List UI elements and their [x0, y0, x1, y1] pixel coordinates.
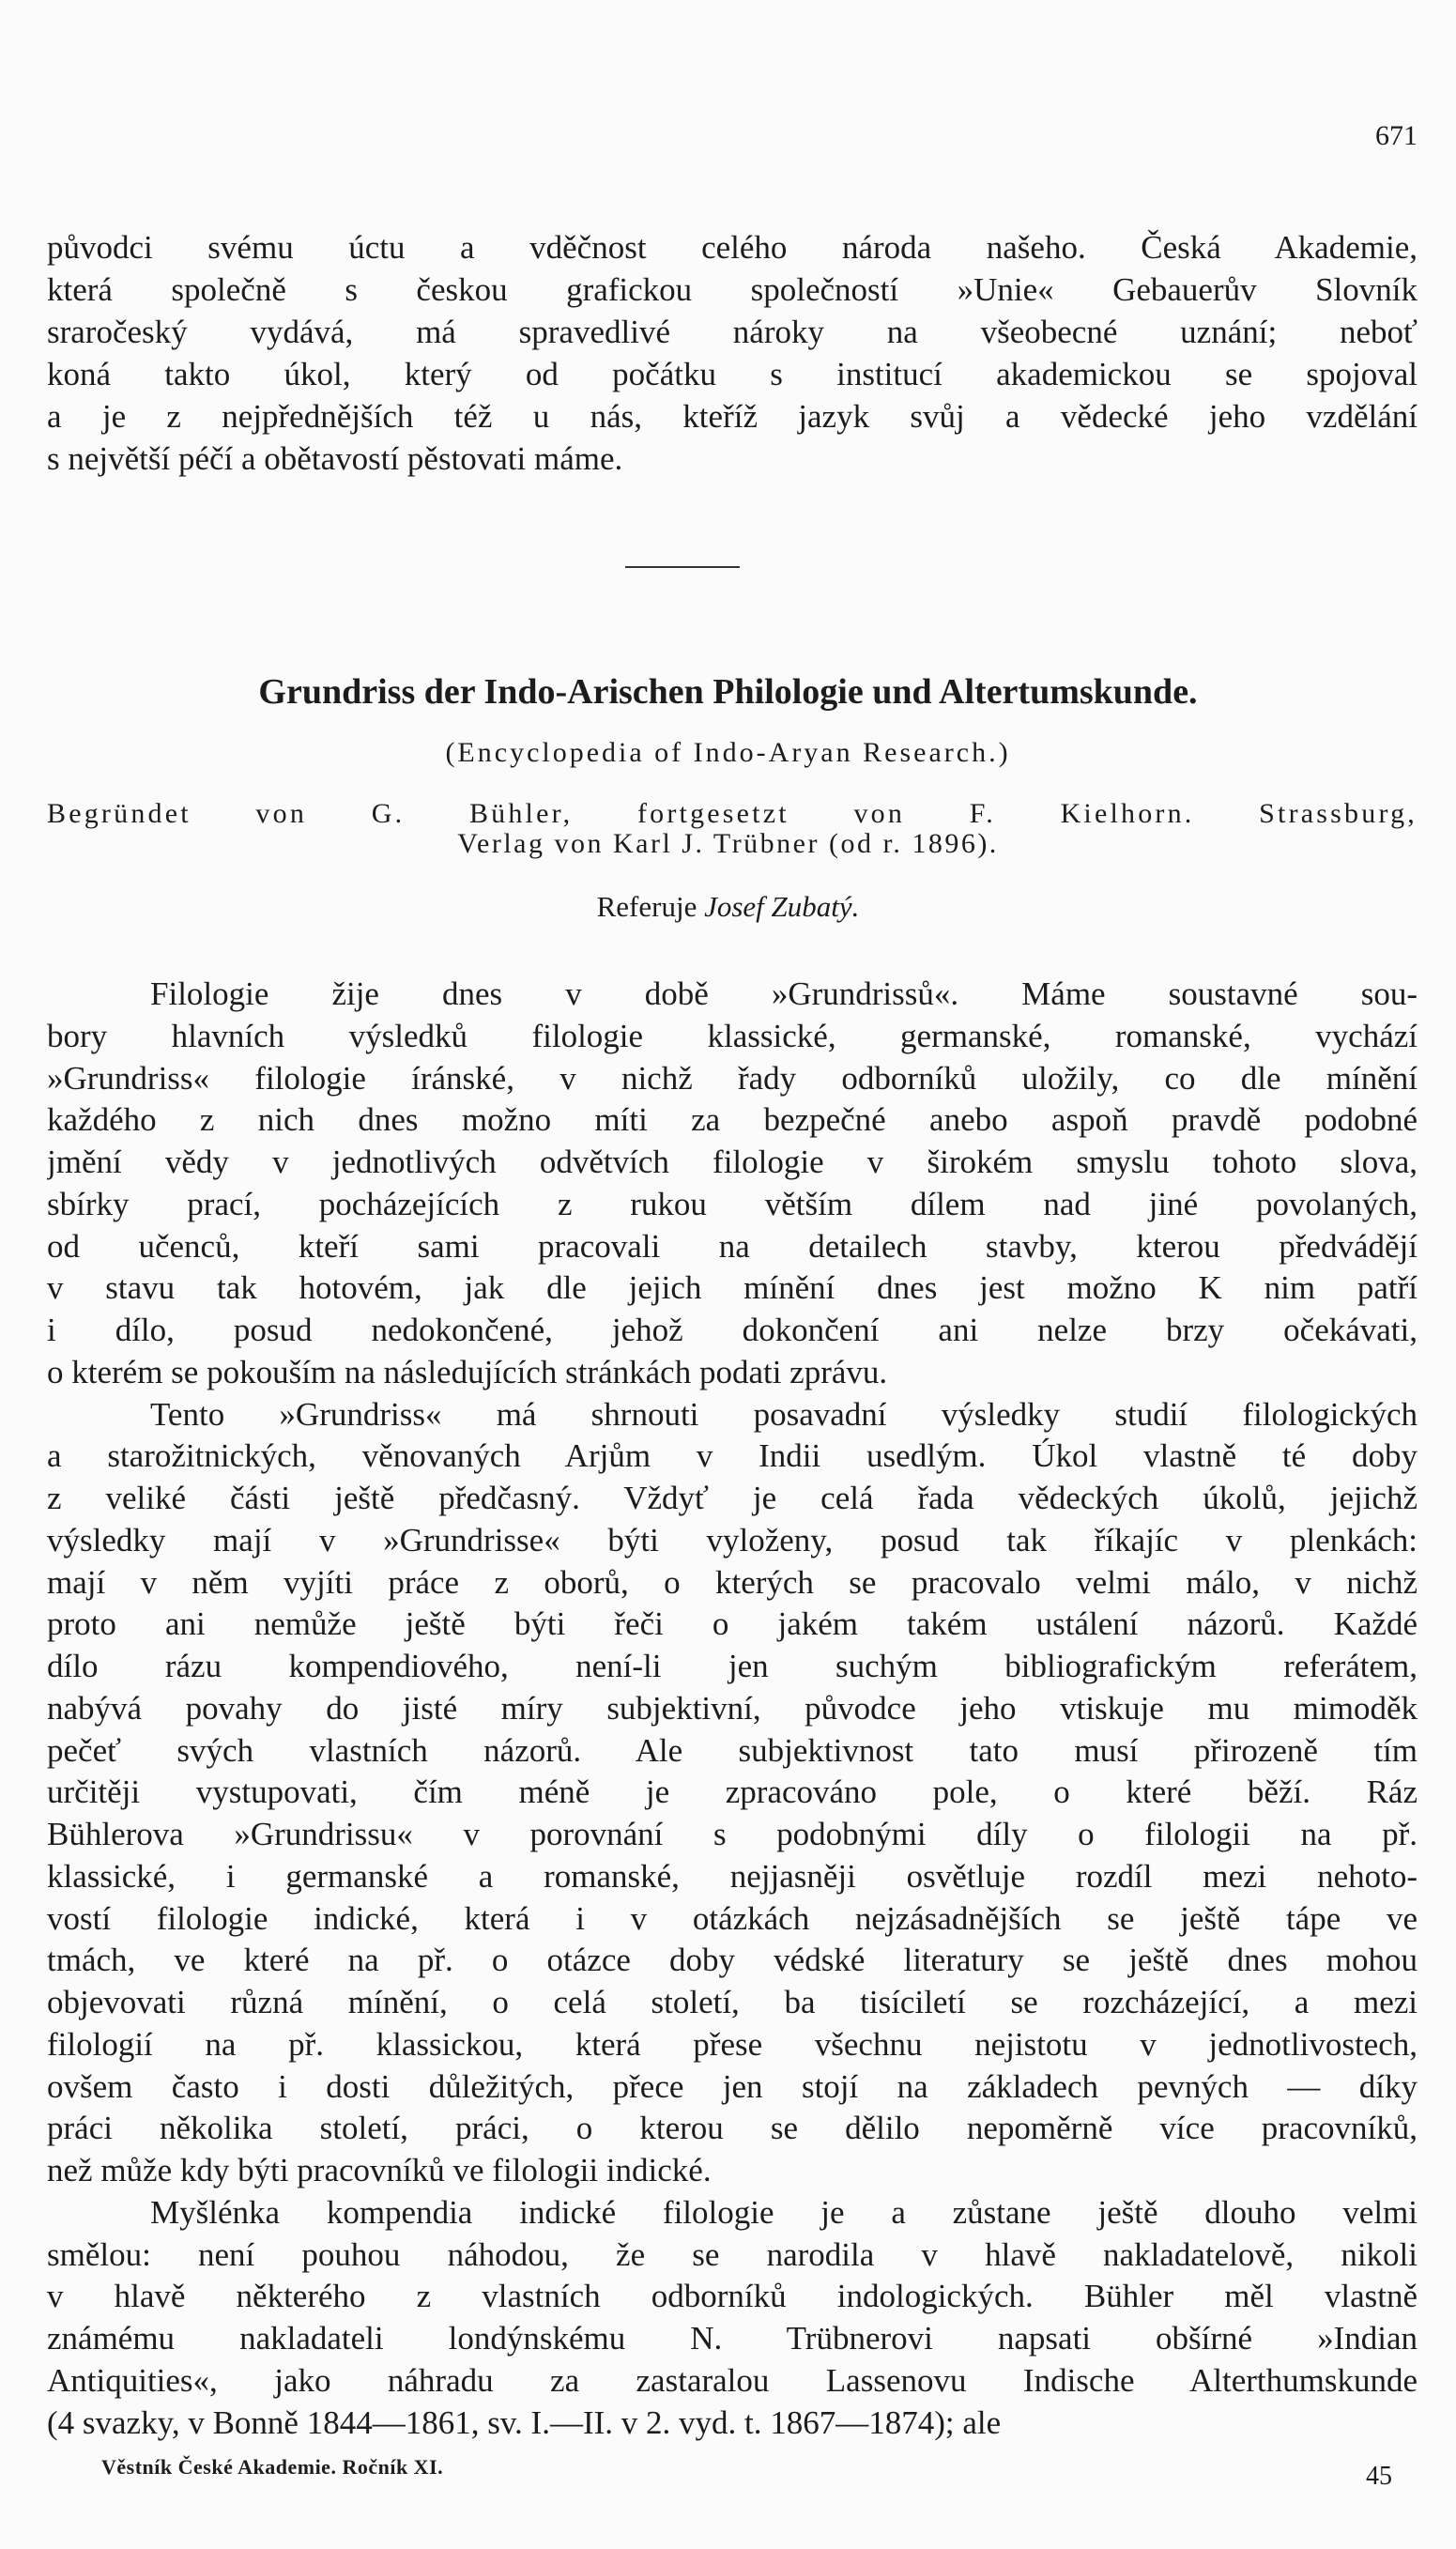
text-line: o kterém se pokouším na následujících stránkách podati zprávu.	[47, 1353, 888, 1390]
text-line: výsledky mají v »Grundrisse« býti vyloženy, posud tak říkajíc v plenkách:	[47, 1521, 1418, 1559]
text-line: původci svému úctu a vděčnost celého národa našeho. Česká Akademie,	[47, 229, 1418, 266]
text-line: filologií na př. klassickou, která přese všechnu nejistotu v jednotlivostech,	[47, 2025, 1418, 2063]
text-line: známému nakladateli londýnskému N. Trübnerovi napsati obšírné »Indian	[47, 2320, 1418, 2357]
text-line: i dílo, posud nedokončené, jehož dokončení ani nelze brzy očekávati,	[47, 1312, 1418, 1348]
text-line: jmění vědy v jednotlivých odvětvích filologie v širokém smyslu tohoto slova,	[47, 1144, 1418, 1180]
text-line: Myšlénka kompendia indické filologie je a zůstane ještě dlouho velmi	[150, 2193, 1418, 2231]
text-line: sraročeský vydává, má spravedlivé nároky na všeobecné uznání; neboť	[47, 314, 1418, 350]
intro-paragraph	[47, 226, 1418, 480]
text-line: (4 svazky, v Bonně 1844—1861, sv. I.—II. v 2. vyd. t. 1867—1874); ale	[47, 2403, 1002, 2441]
review-body	[47, 974, 1418, 2444]
text-line: která společně s českou grafickou společností »Unie« Gebauerův Slovník	[47, 271, 1418, 308]
text-line: a starožitnických, věnovaných Arjům v Indii usedlým. Úkol vlastně té doby	[47, 1437, 1418, 1475]
text-line: a je z nejpřednějších též u nás, kteříž jazyk svůj a vědecké jeho vzdělání	[47, 398, 1418, 435]
text-line: dílo rázu kompendiového, není-li jen suchým bibliografickým referátem,	[47, 1648, 1418, 1684]
text-line: tmách, ve které na př. o otázce doby védské literatury se ještě dnes mohou	[47, 1942, 1418, 1979]
text-line: od učenců, kteří sami pracovali na detailech stavby, kterou předvádějí	[47, 1227, 1418, 1265]
text-line: každého z nich dnes možno míti za bezpečné anebo aspoň pravdě podobné	[47, 1101, 1418, 1139]
text-line: koná takto úkol, který od počátku s institucí akademickou se spojoval	[47, 356, 1418, 392]
text-line: práci několika století, práci, o kterou se dělilo nepoměrně více pracovníků,	[47, 2110, 1418, 2147]
text-line: proto ani nemůže ještě býti řeči o jakém takém ustálení názorů. Každé	[47, 1605, 1418, 1643]
text-line: v stavu tak hotovém, jak dle jejich mínění dnes jest možno K nim patří	[47, 1269, 1418, 1307]
publication-info-line2: Verlag von Karl J. Trübner (od r. 1896).	[457, 828, 999, 859]
section-divider	[625, 566, 740, 568]
text-line: »Grundriss« filologie íránské, v nichž řady odborníků uložily, co dle mínění	[47, 1059, 1418, 1097]
text-line: nabývá povahy do jisté míry subjektivní, původce jeho vtiskuje mu mimoděk	[47, 1689, 1418, 1727]
text-line: bory hlavních výsledků filologie klassické, germanské, romanské, vychází	[47, 1017, 1418, 1054]
page-number: 671	[1375, 120, 1418, 151]
review-title: Grundriss der Indo-Arischen Philologie und Altertumskunde.	[258, 672, 1198, 712]
text-line: Tento »Grundriss« má shrnouti posavadní výsledky studií filologických	[150, 1395, 1418, 1433]
referee-line	[0, 890, 1456, 924]
text-line: vostí filologie indické, která i v otázkách nejzásadnějších se ještě tápe ve	[47, 1899, 1418, 1937]
text-line: objevovati různá mínění, o celá století, ba tisíciletí se rozcházející, a mezi	[47, 1984, 1418, 2020]
text-line: klassické, i germanské a romanské, nejjasněji osvětluje rozdíl mezi nehoto-	[47, 1857, 1418, 1895]
review-subtitle: (Encyclopedia of Indo-Aryan Research.)	[445, 737, 1011, 768]
footer-journal: Věstník České Akademie. Ročník XI.	[101, 2455, 444, 2479]
text-line: Filologie žije dnes v době »Grundrissů«. Máme soustavné sou-	[150, 975, 1418, 1012]
text-line: sbírky prací, pocházejících z rukou větším dílem nad jiné povolaných,	[47, 1185, 1418, 1222]
text-line: určitěji vystupovati, čím méně je zpracováno pole, o které běží. Ráz	[47, 1774, 1418, 1811]
text-line: z veliké části ještě předčasný. Vždyť je celá řada vědeckých úkolů, jejichž	[47, 1480, 1418, 1516]
text-line: v hlavě některého z vlastních odborníků indologických. Bühler měl vlastně	[47, 2278, 1418, 2315]
text-line: Bühlerova »Grundrissu« v porovnání s podobnými díly o filologii na př.	[47, 1816, 1418, 1852]
text-line: pečeť svých vlastních názorů. Ale subjektivnost tato musí přirozeně tím	[47, 1731, 1418, 1769]
referee-label: Referuje	[596, 890, 697, 923]
text-line: s největší péčí a obětavostí pěstovati máme.	[47, 440, 623, 477]
text-line: než může kdy býti pracovníků ve filologii indické.	[47, 2152, 712, 2188]
text-line: ovšem často i dosti důležitých, přece jen stojí na základech pevných — díky	[47, 2067, 1418, 2105]
text-line: Antiquities«, jako náhradu za zastaralou Lassenovu Indische Alterthumskunde	[47, 2361, 1418, 2399]
publication-info-line1: Begründet von G. Bühler, fortgesetzt von F. Kielhorn. Strassburg,	[47, 798, 1418, 829]
footer-sheet-number: 45	[1366, 2462, 1392, 2491]
text-line: mají v něm vyjíti práce z oborů, o kterých se pracovalo velmi málo, v nichž	[47, 1563, 1418, 1601]
text-line: smělou: není pouhou náhodou, že se narodila v hlavě nakladatelově, nikoli	[47, 2235, 1418, 2273]
referee-name: Josef Zubatý.	[704, 890, 860, 923]
